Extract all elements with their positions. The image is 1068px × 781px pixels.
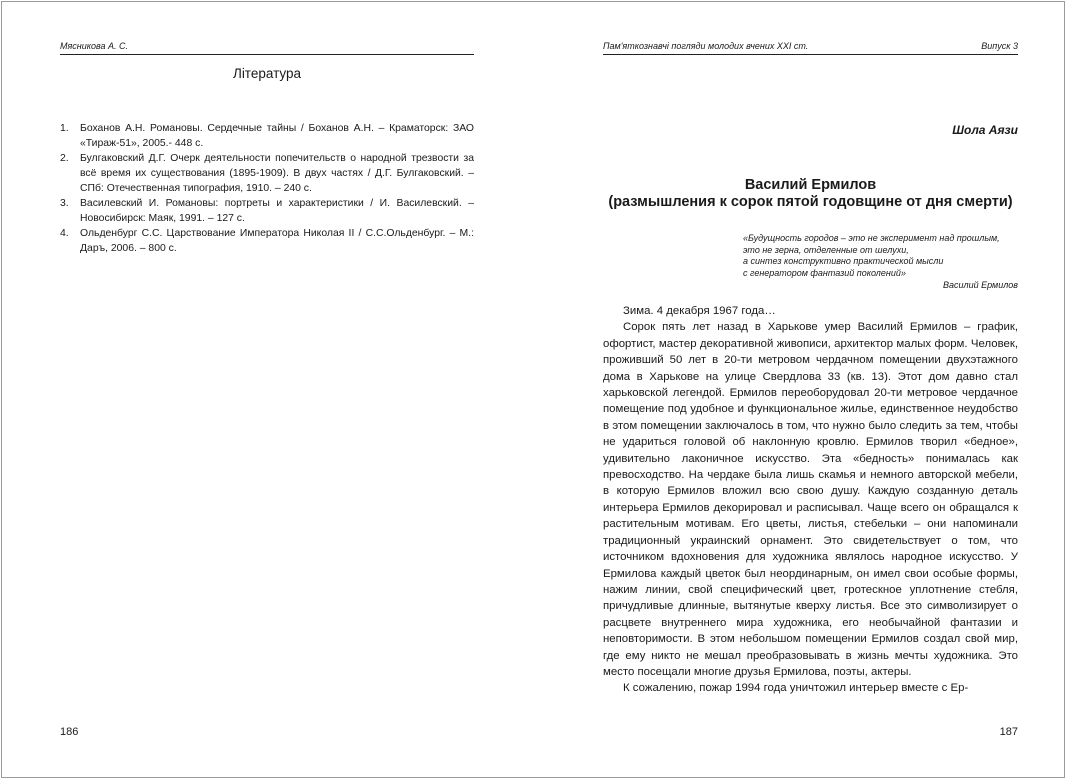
left-page [60, 0, 474, 781]
right-page [603, 0, 1018, 781]
left-running-head [60, 41, 474, 55]
body-paragraph: К сожалению, пожар 1994 года уничтожил интерьер вместе с Ер- [623, 682, 969, 695]
epigraph-line: это не зерна, отделенные от шелухи, [743, 244, 909, 255]
reference-item: 3. Василевский И. Романовы: портреты и характеристики / И. Василевский. – Новосибирск: Маяк, 1991. – 127 с. [60, 198, 474, 224]
reference-item: 4. Ольденбург С.С. Царствование Императора Николая II / С.С.Ольденбург. – М.: Даръ, 2006. – 800 с. [60, 228, 474, 254]
epigraph [743, 233, 1018, 292]
running-head-author: Мясникова А. С. [60, 41, 129, 51]
reference-item: 2. Булгаковский Д.Г. Очерк деятельности попечительств о народной трезвости за всё время их существования (1895-1909). В двух частях / Д.Г. Булгаковский. – СПб: Отечественная типография, 1910. – 240 с. [60, 153, 474, 194]
body-paragraph: Сорок пять лет назад в Харькове умер Василий Ермилов – график, офортист, мастер декоративной живописи, архитектор малых форм. Человек, проживший 50 лет в 20-ти метровом чердачном помещении двухэтажного дома в Харькове на улице Свердлова 33 (кв. 13). Этот дом давно стал харьковской легендой. Ермилов переоборудовал 20-ти метровое чердачное помещение под удобное и функциональное жилье, единственное неудобство в этом помещении заключалось в том, что нужно было следить за тем, чтобы не удариться головой об наклонную кровлю. Ермилов творил «бедное», удивительно лаконичное искусство. Эта «бедность» понималась как превосходство. На чердаке была лишь скамья и немного авторской мебели, в которую Ермилов вложил всю свою душу. Каждую созданную деталь интерьера Ермилов декорировал и расписывал. Чаще всего он обращался к растительным мотивам. Его цветы, листья, стебельки – они напоминали традиционный украинский орнамент. Это свидетельствует о том, что источником вдохновения для художника являлось народное искусство. У Ермилова каждый цветок был неординарным, он имел свои особые формы, нажим линии, свой специфический цвет, гротескное уплотнение стебля, причудливые длинные, вытянутые кверху листья. Все это символизирует о расцвете внутреннего мира художника, его необычайной фантазии и неповторимости. В этом небольшом помещении Ермилов создал свой мир, где ему никто не мешал преобразовывать в жизнь мечты художника. Это место посещали многие друзья Ермилова, поэты, актеры. [603, 321, 1018, 678]
body-paragraph: Зима. 4 декабря 1967 года… [623, 305, 776, 317]
reference-item: 1. Боханов А.Н. Романовы. Сердечные тайны / Боханов А.Н. – Краматорск: ЗАО «Тираж-51», 2005.- 448 с. [60, 123, 474, 149]
page-number-left: 186 [60, 726, 79, 738]
epigraph-line: с генератором фантазий поколений» [743, 267, 906, 278]
page-number-right: 187 [999, 726, 1018, 738]
right-running-head [603, 41, 1018, 55]
epigraph-line: «Будущность городов – это не эксперимент над прошлым, [743, 233, 1000, 243]
running-head-issue: Випуск 3 [981, 41, 1018, 51]
reference-list [60, 121, 474, 256]
article-body [603, 303, 1018, 697]
article-author: Шола Аязи [952, 123, 1018, 137]
running-head-journal: Пам'яткознавчі погляди молодих вчених XXI ст. [603, 41, 809, 51]
title-line-1: Василий Ермилов [744, 177, 877, 193]
epigraph-attribution: Василий Ермилов [943, 280, 1018, 290]
article-title [603, 177, 1018, 211]
literature-heading: Література [232, 66, 302, 81]
title-line-2: (размышления к сорок пятой годовщине от дня смерти) [608, 194, 1013, 210]
epigraph-line: а синтез конструктивно практической мысли [743, 256, 944, 266]
